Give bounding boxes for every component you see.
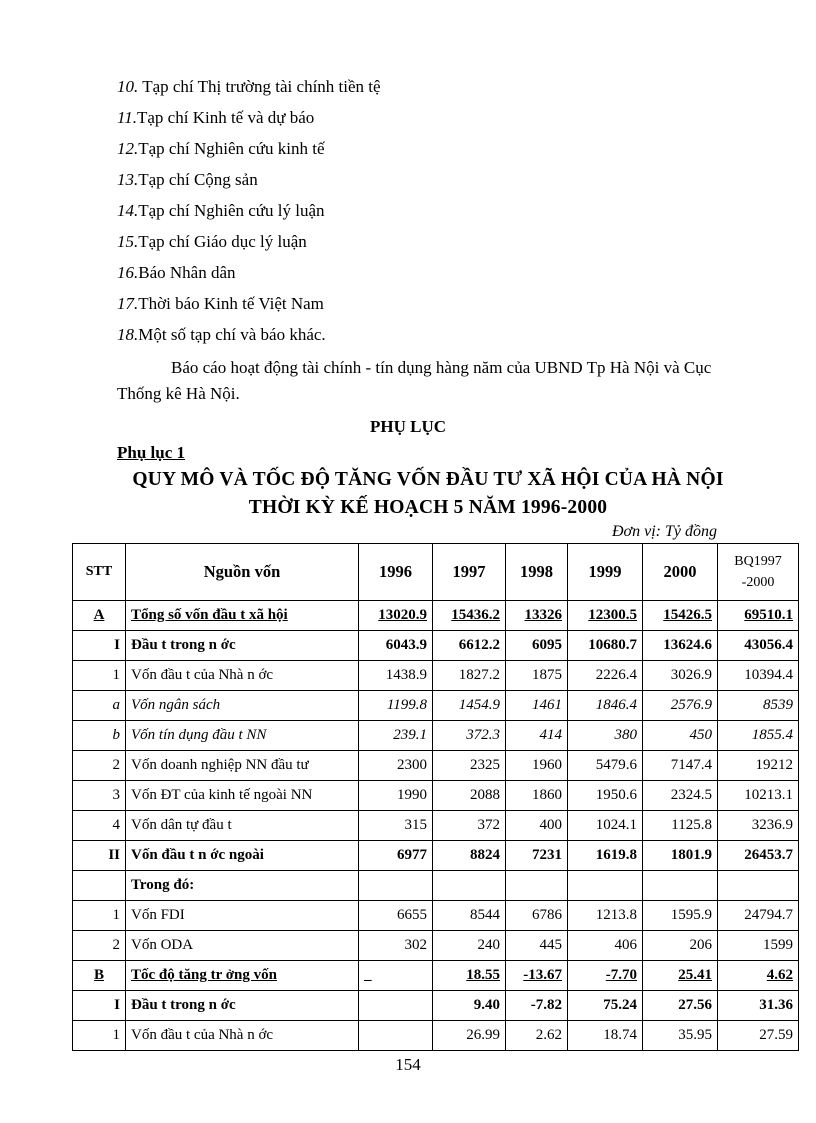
row-value: 2325	[433, 751, 506, 781]
row-value	[568, 871, 643, 901]
row-source-name: Tốc độ tăng tr ởng vốn	[126, 961, 359, 991]
header-1999: 1999	[568, 544, 643, 601]
row-value: 43056.4	[718, 631, 799, 661]
reference-item: 10. Tạp chí Thị trường tài chính tiền tệ	[117, 77, 381, 96]
investment-table	[72, 543, 799, 1051]
reference-item: 11.Tạp chí Kinh tế và dự báo	[117, 108, 315, 127]
row-value: 69510.1	[718, 601, 799, 631]
row-value: 372	[433, 811, 506, 841]
row-source-name: Trong đó:	[126, 871, 359, 901]
row-value: 3236.9	[718, 811, 799, 841]
row-value: 5479.6	[568, 751, 643, 781]
table-row	[73, 1021, 799, 1051]
table-row	[73, 601, 799, 631]
row-value: 2300	[359, 751, 433, 781]
row-value: 19212	[718, 751, 799, 781]
row-source-name: Vốn dân tự đầu t	[126, 811, 359, 841]
row-stt: b	[73, 721, 126, 751]
row-value: 445	[506, 931, 568, 961]
row-value: 2088	[433, 781, 506, 811]
header-1997: 1997	[433, 544, 506, 601]
table-row	[73, 691, 799, 721]
row-stt: 1	[73, 901, 126, 931]
row-source-name: Vốn ODA	[126, 931, 359, 961]
row-value	[506, 871, 568, 901]
row-stt: 2	[73, 931, 126, 961]
row-value: 380	[568, 721, 643, 751]
row-value: 1855.4	[718, 721, 799, 751]
row-value: 1619.8	[568, 841, 643, 871]
row-source-name: Tổng số vốn đầu t xã hội	[126, 601, 359, 631]
row-value: 206	[643, 931, 718, 961]
table-row	[73, 781, 799, 811]
row-value: 26.99	[433, 1021, 506, 1051]
row-value: 13326	[506, 601, 568, 631]
row-source-name: Vốn ĐT của kinh tế ngoài NN	[126, 781, 359, 811]
reference-item: 18.Một số tạp chí và báo khác.	[117, 325, 326, 344]
row-value: -13.67	[506, 961, 568, 991]
appendix-heading: PHỤ LỤC	[369, 417, 447, 436]
row-value: _	[359, 961, 433, 991]
row-value: 6095	[506, 631, 568, 661]
header-2000: 2000	[643, 544, 718, 601]
table-row	[73, 631, 799, 661]
appendix-subheading: Phụ lục 1	[117, 443, 186, 462]
row-source-name: Vốn đầu t của Nhà n ớc	[126, 1021, 359, 1051]
row-value: -7.70	[568, 961, 643, 991]
row-value: 13624.6	[643, 631, 718, 661]
row-source-name: Vốn đầu t n ớc ngoài	[126, 841, 359, 871]
row-stt	[73, 871, 126, 901]
row-source-name: Vốn doanh nghiệp NN đầu tư	[126, 751, 359, 781]
row-value: 1827.2	[433, 661, 506, 691]
row-value: 24794.7	[718, 901, 799, 931]
row-value: 315	[359, 811, 433, 841]
row-value: 450	[643, 721, 718, 751]
row-value: 4.62	[718, 961, 799, 991]
row-value: 372.3	[433, 721, 506, 751]
row-value: 239.1	[359, 721, 433, 751]
row-value: 31.36	[718, 991, 799, 1021]
row-value: 18.74	[568, 1021, 643, 1051]
row-value: 3026.9	[643, 661, 718, 691]
row-value: 1461	[506, 691, 568, 721]
unit-note: Đơn vị: Tỷ đồng	[612, 523, 717, 540]
row-stt: 3	[73, 781, 126, 811]
table-header-row	[73, 544, 799, 601]
row-value: 8544	[433, 901, 506, 931]
row-value: 7231	[506, 841, 568, 871]
row-value: 1875	[506, 661, 568, 691]
reference-list	[117, 76, 757, 355]
row-value: 302	[359, 931, 433, 961]
row-value: 1960	[506, 751, 568, 781]
row-value: 10213.1	[718, 781, 799, 811]
source-paragraph: Báo cáo hoạt động tài chính - tín dụng hàng năm của UBND Tp Hà Nội và Cục Thống kê Hà Nội.	[117, 358, 712, 403]
row-source-name: Đầu t trong n ớc	[126, 631, 359, 661]
row-value: 6786	[506, 901, 568, 931]
row-value: 13020.9	[359, 601, 433, 631]
reference-item: 17.Thời báo Kinh tế Việt Nam	[117, 294, 324, 313]
reference-item: 15.Tạp chí Giáo dục lý luận	[117, 232, 307, 251]
row-value: 1990	[359, 781, 433, 811]
row-stt: I	[73, 631, 126, 661]
row-value: 15436.2	[433, 601, 506, 631]
row-value	[718, 871, 799, 901]
row-value	[359, 871, 433, 901]
row-stt: 1	[73, 661, 126, 691]
table-row	[73, 991, 799, 1021]
row-value: 6612.2	[433, 631, 506, 661]
row-value: 2.62	[506, 1021, 568, 1051]
row-value: 400	[506, 811, 568, 841]
row-value: 6043.9	[359, 631, 433, 661]
row-stt: I	[73, 991, 126, 1021]
header-1996: 1996	[359, 544, 433, 601]
table-row	[73, 751, 799, 781]
header-bq: BQ1997 -2000	[718, 544, 799, 601]
row-value: 75.24	[568, 991, 643, 1021]
row-value	[359, 991, 433, 1021]
reference-item: 13.Tạp chí Cộng sản	[117, 170, 258, 189]
row-value: 1950.6	[568, 781, 643, 811]
row-value: 1599	[718, 931, 799, 961]
row-value: 10394.4	[718, 661, 799, 691]
row-stt: 4	[73, 811, 126, 841]
row-value: 15426.5	[643, 601, 718, 631]
row-value: 1024.1	[568, 811, 643, 841]
row-value: 1801.9	[643, 841, 718, 871]
table-row	[73, 901, 799, 931]
row-value: 414	[506, 721, 568, 751]
row-stt: II	[73, 841, 126, 871]
row-stt: A	[73, 601, 126, 631]
row-value: 25.41	[643, 961, 718, 991]
row-value: 12300.5	[568, 601, 643, 631]
row-value: 8824	[433, 841, 506, 871]
table-row	[73, 961, 799, 991]
table-row	[73, 811, 799, 841]
row-source-name: Đầu t trong n ớc	[126, 991, 359, 1021]
row-value	[359, 1021, 433, 1051]
header-1998: 1998	[506, 544, 568, 601]
reference-item: 12.Tạp chí Nghiên cứu kinh tế	[117, 139, 325, 158]
table-row	[73, 661, 799, 691]
table-row	[73, 721, 799, 751]
row-value: 240	[433, 931, 506, 961]
table-row	[73, 841, 799, 871]
table-row	[73, 931, 799, 961]
reference-item: 14.Tạp chí Nghiên cứu lý luận	[117, 201, 325, 220]
row-value: 1595.9	[643, 901, 718, 931]
row-value: 2324.5	[643, 781, 718, 811]
row-value: 27.56	[643, 991, 718, 1021]
row-value: 1125.8	[643, 811, 718, 841]
row-value: 6655	[359, 901, 433, 931]
reference-item: 16.Báo Nhân dân	[117, 263, 236, 282]
row-value: 26453.7	[718, 841, 799, 871]
row-value: 7147.4	[643, 751, 718, 781]
table-row	[73, 871, 799, 901]
row-value: 1454.9	[433, 691, 506, 721]
row-value: 1199.8	[359, 691, 433, 721]
row-source-name: Vốn FDI	[126, 901, 359, 931]
row-stt: B	[73, 961, 126, 991]
row-stt: 1	[73, 1021, 126, 1051]
row-value: 9.40	[433, 991, 506, 1021]
row-value: 1213.8	[568, 901, 643, 931]
row-value: 1846.4	[568, 691, 643, 721]
row-value: 6977	[359, 841, 433, 871]
row-value: 2226.4	[568, 661, 643, 691]
row-value: 18.55	[433, 961, 506, 991]
row-value: 2576.9	[643, 691, 718, 721]
row-value: 1438.9	[359, 661, 433, 691]
row-value	[643, 871, 718, 901]
row-source-name: Vốn ngân sách	[126, 691, 359, 721]
row-value: 406	[568, 931, 643, 961]
row-source-name: Vốn tín dụng đầu t NN	[126, 721, 359, 751]
row-value: 35.95	[643, 1021, 718, 1051]
row-value: 27.59	[718, 1021, 799, 1051]
table-title: QUY MÔ VÀ TỐC ĐỘ TĂNG VỐN ĐẦU TƯ XÃ HỘI CỦA HÀ NỘI THỜI KỲ KẾ HOẠCH 5 NĂM 1996-2000	[132, 469, 724, 518]
header-source: Nguồn vốn	[126, 544, 359, 601]
row-stt: 2	[73, 751, 126, 781]
row-value: 8539	[718, 691, 799, 721]
header-stt: STT	[73, 544, 126, 601]
row-stt: a	[73, 691, 126, 721]
page-number: 154	[395, 1055, 421, 1074]
row-value	[433, 871, 506, 901]
row-value: -7.82	[506, 991, 568, 1021]
row-value: 10680.7	[568, 631, 643, 661]
row-value: 1860	[506, 781, 568, 811]
row-source-name: Vốn đầu t của Nhà n ớc	[126, 661, 359, 691]
